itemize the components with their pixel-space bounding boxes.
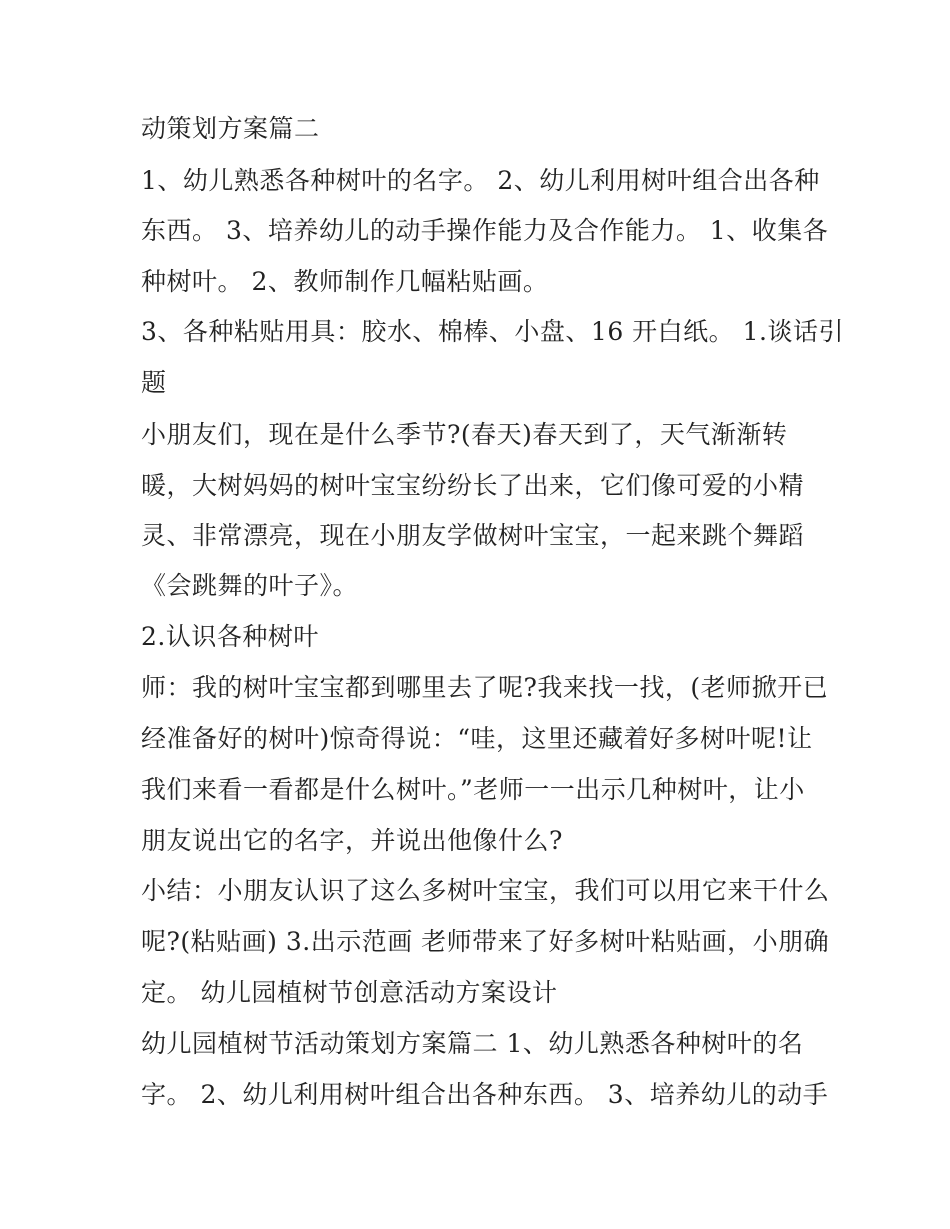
- text-line: 小结：小朋友认识了这么多树叶宝宝，我们可以用它来干什么: [141, 876, 830, 905]
- text-line: 我们来看一看都是什么树叶。”老师一一出示几种树叶，让小: [141, 775, 805, 804]
- text-line: 《会跳舞的叶子》。: [141, 571, 359, 600]
- text-line: 幼儿园植树节活动策划方案篇二 1、幼儿熟悉各种树叶的名: [141, 1029, 804, 1058]
- text-line: 东西。 3、培养幼儿的动手操作能力及合作能力。 1、收集各: [141, 216, 829, 245]
- text-line: 种树叶。 2、教师制作几幅粘贴画。: [141, 267, 549, 296]
- text-line: 定。 幼儿园植树节创意活动方案设计: [141, 978, 558, 1007]
- text-line: 灵、非常漂亮，现在小朋友学做树叶宝宝，一起来跳个舞蹈: [141, 521, 805, 550]
- text-line: 朋友说出它的名字，并说出他像什么?: [141, 826, 563, 855]
- text-line: 暖，大树妈妈的树叶宝宝纷纷长了出来，它们像可爱的小精: [141, 471, 805, 500]
- text-line: 1、幼儿熟悉各种树叶的名字。 2、幼儿利用树叶组合出各种: [141, 166, 820, 195]
- text-line: 呢?(粘贴画) 3.出示范画 老师带来了好多树叶粘贴画，小朋确: [141, 927, 830, 956]
- text-line: 师：我的树叶宝宝都到哪里去了呢?我来找一找，(老师掀开已: [141, 673, 829, 702]
- text-line: 题: [141, 368, 167, 397]
- text-line: 2.认识各种树叶: [141, 622, 319, 651]
- text-line: 经准备好的树叶)惊奇得说：“哇，这里还藏着好多树叶呢!让: [141, 724, 813, 753]
- text-line: 动策划方案篇二: [141, 114, 320, 143]
- text-line: 小朋友们，现在是什么季节?(春天)春天到了，天气渐渐转: [141, 420, 788, 449]
- text-line: 字。 2、幼儿利用树叶组合出各种东西。 3、培养幼儿的动手: [141, 1080, 829, 1109]
- text-line: 3、各种粘贴用具：胶水、棉棒、小盘、16 开白纸。 1.谈话引: [141, 317, 844, 346]
